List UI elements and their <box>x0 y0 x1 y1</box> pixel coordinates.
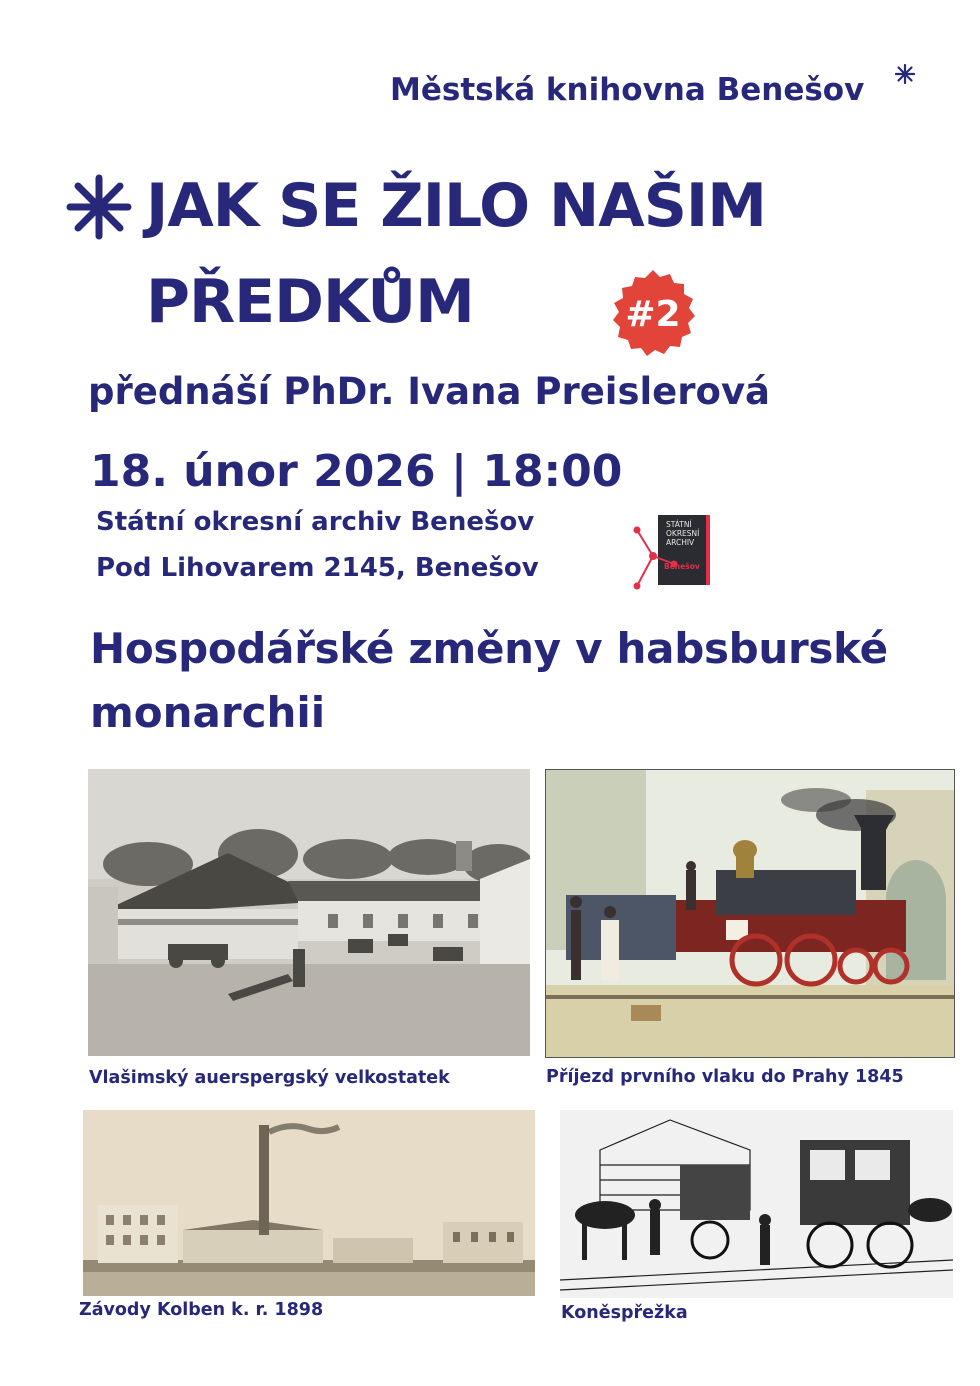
photo-caption: Koněspřežka <box>561 1303 688 1323</box>
series-badge <box>607 268 699 360</box>
photo-caption: Vlašimský auerspergský velkostatek <box>89 1068 450 1088</box>
logo-text-line1: STÁTNÍ <box>666 520 692 529</box>
badge-label: #2 <box>625 293 681 335</box>
logo-text-line4: Benešov <box>664 562 700 571</box>
asterisk-icon <box>895 64 915 84</box>
event-title-line2: PŘEDKŮM <box>146 267 474 337</box>
photo-caption: Příjezd prvního vlaku do Prahy 1845 <box>546 1067 904 1087</box>
topic-line1: Hospodářské změny v habsburské <box>90 624 888 673</box>
venue-address: Pod Lihovarem 2145, Benešov <box>96 553 539 583</box>
photo-kolben-factory <box>83 1110 535 1296</box>
photo-caption: Závody Kolben k. r. 1898 <box>79 1300 324 1320</box>
logo-text-line2: OKRESNÍ <box>666 529 700 538</box>
photo-first-train <box>545 769 955 1058</box>
library-name: Městská knihovna Benešov <box>390 72 865 108</box>
logo-text-line3: ARCHIV <box>666 538 695 547</box>
photo-estate <box>88 769 530 1056</box>
photo-horse-railway <box>560 1110 953 1298</box>
event-title-line1: JAK SE ŽILO NAŠIM <box>146 171 766 241</box>
archive-logo <box>628 512 718 594</box>
date-time: 18. únor 2026 | 18:00 <box>90 446 623 497</box>
venue-name: Státní okresní archiv Benešov <box>96 507 535 537</box>
speaker: přednáší PhDr. Ivana Preislerová <box>88 370 771 413</box>
asterisk-icon <box>66 174 132 240</box>
topic-line2: monarchii <box>90 688 326 737</box>
